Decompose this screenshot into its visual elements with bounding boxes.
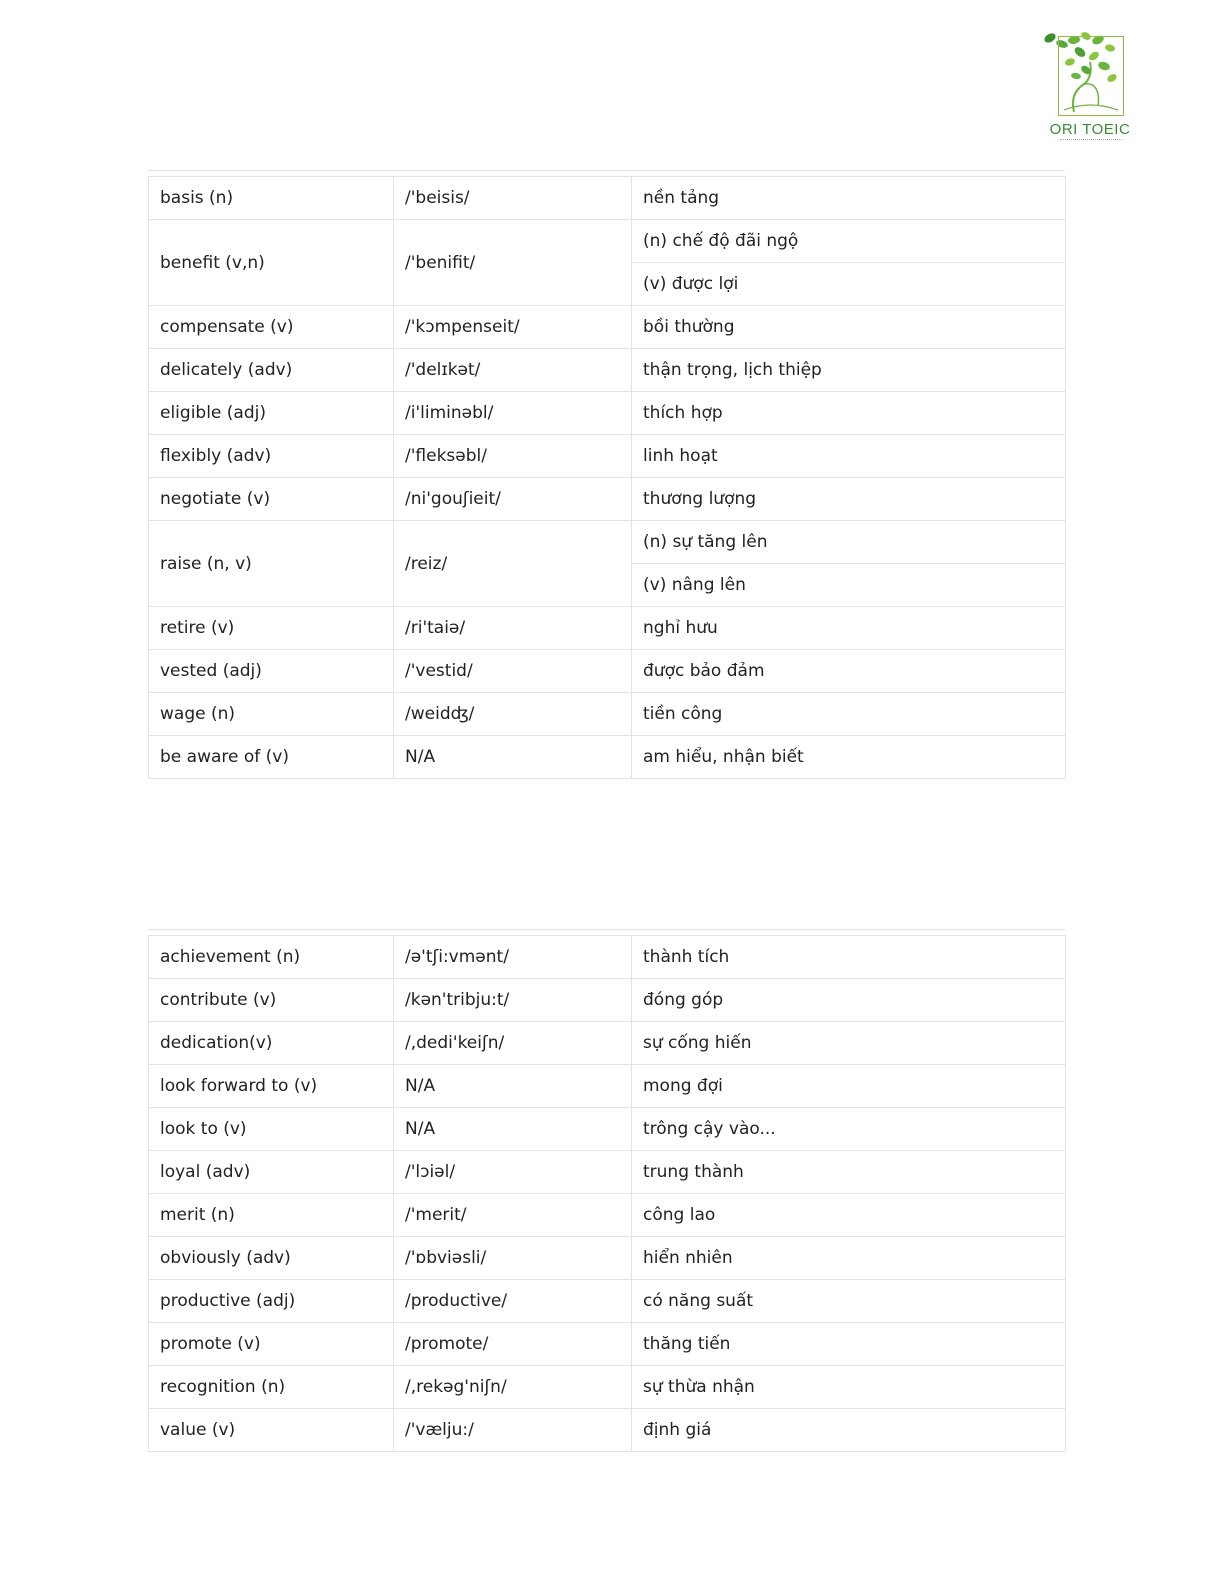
meaning-cell: trung thành <box>632 1151 1066 1194</box>
table-row <box>149 1237 1066 1280</box>
pronunciation-cell: /'ɒbviəsli/ <box>394 1237 632 1280</box>
pronunciation-cell: /'kɔmpenseit/ <box>394 306 632 349</box>
meaning-cell: (n) sự tăng lên <box>632 521 1066 564</box>
word-cell: basis (n) <box>149 177 394 220</box>
table-1-top-edge <box>148 170 1065 171</box>
meaning-cell: (n) chế độ đãi ngộ <box>632 220 1066 263</box>
meaning-cell: mong đợi <box>632 1065 1066 1108</box>
word-cell: negotiate (v) <box>149 478 394 521</box>
meaning-cell: linh hoạt <box>632 435 1066 478</box>
table-row <box>149 979 1066 1022</box>
table-row <box>149 693 1066 736</box>
meaning-cell: có năng suất <box>632 1280 1066 1323</box>
table-row <box>149 177 1066 220</box>
meaning-cell: đóng góp <box>632 979 1066 1022</box>
pronunciation-cell: /'delɪkət/ <box>394 349 632 392</box>
pronunciation-cell: N/A <box>394 1065 632 1108</box>
vocab-table-1 <box>148 176 1066 779</box>
vocab-table-1-body <box>149 177 1066 779</box>
meaning-cell: nghỉ hưu <box>632 607 1066 650</box>
pronunciation-cell: /'merit/ <box>394 1194 632 1237</box>
table-row <box>149 435 1066 478</box>
pronunciation-cell: /ri'taiə/ <box>394 607 632 650</box>
ori-toeic-logo <box>1040 26 1140 151</box>
table-row <box>149 1366 1066 1409</box>
pronunciation-cell: N/A <box>394 736 632 779</box>
word-cell: eligible (adj) <box>149 392 394 435</box>
logo-brand-text: ORI TOEIC <box>1049 121 1131 138</box>
pronunciation-cell: /,rekəg'niʃn/ <box>394 1366 632 1409</box>
meaning-cell: (v) nâng lên <box>632 564 1066 607</box>
pronunciation-cell: /'fleksəbl/ <box>394 435 632 478</box>
word-cell: value (v) <box>149 1409 394 1452</box>
word-cell: vested (adj) <box>149 650 394 693</box>
word-cell: look forward to (v) <box>149 1065 394 1108</box>
word-cell: merit (n) <box>149 1194 394 1237</box>
word-cell: promote (v) <box>149 1323 394 1366</box>
table-row <box>149 736 1066 779</box>
meaning-cell: thích hợp <box>632 392 1066 435</box>
table-row <box>149 1022 1066 1065</box>
meaning-cell: (v) được lợi <box>632 263 1066 306</box>
table-row <box>149 1065 1066 1108</box>
pronunciation-cell: N/A <box>394 1108 632 1151</box>
vocab-table-2-body <box>149 936 1066 1452</box>
word-cell: recognition (n) <box>149 1366 394 1409</box>
meaning-cell: bồi thường <box>632 306 1066 349</box>
pronunciation-cell: /weidʤ/ <box>394 693 632 736</box>
meaning-cell: sự cống hiến <box>632 1022 1066 1065</box>
pronunciation-cell: /'benifit/ <box>394 220 632 306</box>
meaning-cell: trông cậy vào... <box>632 1108 1066 1151</box>
meaning-cell: thận trọng, lịch thiệp <box>632 349 1066 392</box>
pronunciation-cell: /'beisis/ <box>394 177 632 220</box>
word-cell: be aware of (v) <box>149 736 394 779</box>
word-cell: productive (adj) <box>149 1280 394 1323</box>
table-row <box>149 936 1066 979</box>
word-cell: loyal (adv) <box>149 1151 394 1194</box>
meaning-cell: nền tảng <box>632 177 1066 220</box>
pronunciation-cell: /'vælju:/ <box>394 1409 632 1452</box>
meaning-cell: tiền công <box>632 693 1066 736</box>
vocab-table-2 <box>148 935 1066 1452</box>
word-cell: look to (v) <box>149 1108 394 1151</box>
word-cell: dedication(v) <box>149 1022 394 1065</box>
word-cell: retire (v) <box>149 607 394 650</box>
word-cell: contribute (v) <box>149 979 394 1022</box>
meaning-cell: hiển nhiên <box>632 1237 1066 1280</box>
meaning-cell: thành tích <box>632 936 1066 979</box>
word-cell: wage (n) <box>149 693 394 736</box>
table-row <box>149 220 1066 263</box>
word-cell: compensate (v) <box>149 306 394 349</box>
pronunciation-cell: /'vestid/ <box>394 650 632 693</box>
table-row <box>149 1280 1066 1323</box>
word-cell: obviously (adv) <box>149 1237 394 1280</box>
meaning-cell: được bảo đảm <box>632 650 1066 693</box>
pronunciation-cell: /'lɔiəl/ <box>394 1151 632 1194</box>
meaning-cell: am hiểu, nhận biết <box>632 736 1066 779</box>
table-row <box>149 392 1066 435</box>
pronunciation-cell: /reiz/ <box>394 521 632 607</box>
meaning-cell: công lao <box>632 1194 1066 1237</box>
pronunciation-cell: /,dedi'keiʃn/ <box>394 1022 632 1065</box>
meaning-cell: thăng tiến <box>632 1323 1066 1366</box>
table-row <box>149 521 1066 564</box>
table-row <box>149 1323 1066 1366</box>
table-row <box>149 1108 1066 1151</box>
table-row <box>149 1151 1066 1194</box>
pronunciation-cell: /promote/ <box>394 1323 632 1366</box>
word-cell: benefit (v,n) <box>149 220 394 306</box>
table-row <box>149 306 1066 349</box>
pronunciation-cell: /ni'gouʃieit/ <box>394 478 632 521</box>
table-row <box>149 650 1066 693</box>
word-cell: raise (n, v) <box>149 521 394 607</box>
logo-frame <box>1058 36 1124 116</box>
table-row <box>149 607 1066 650</box>
logo-tagline-decoration <box>1060 139 1122 143</box>
word-cell: achievement (n) <box>149 936 394 979</box>
table-row <box>149 1409 1066 1452</box>
pronunciation-cell: /i'liminəbl/ <box>394 392 632 435</box>
pronunciation-cell: /productive/ <box>394 1280 632 1323</box>
pronunciation-cell: /kən'tribju:t/ <box>394 979 632 1022</box>
meaning-cell: sự thừa nhận <box>632 1366 1066 1409</box>
word-cell: flexibly (adv) <box>149 435 394 478</box>
table-2-top-edge <box>148 929 1065 930</box>
table-row <box>149 1194 1066 1237</box>
table-row <box>149 478 1066 521</box>
meaning-cell: thương lượng <box>632 478 1066 521</box>
pronunciation-cell: /ə'tʃi:vmənt/ <box>394 936 632 979</box>
table-row <box>149 349 1066 392</box>
meaning-cell: định giá <box>632 1409 1066 1452</box>
word-cell: delicately (adv) <box>149 349 394 392</box>
